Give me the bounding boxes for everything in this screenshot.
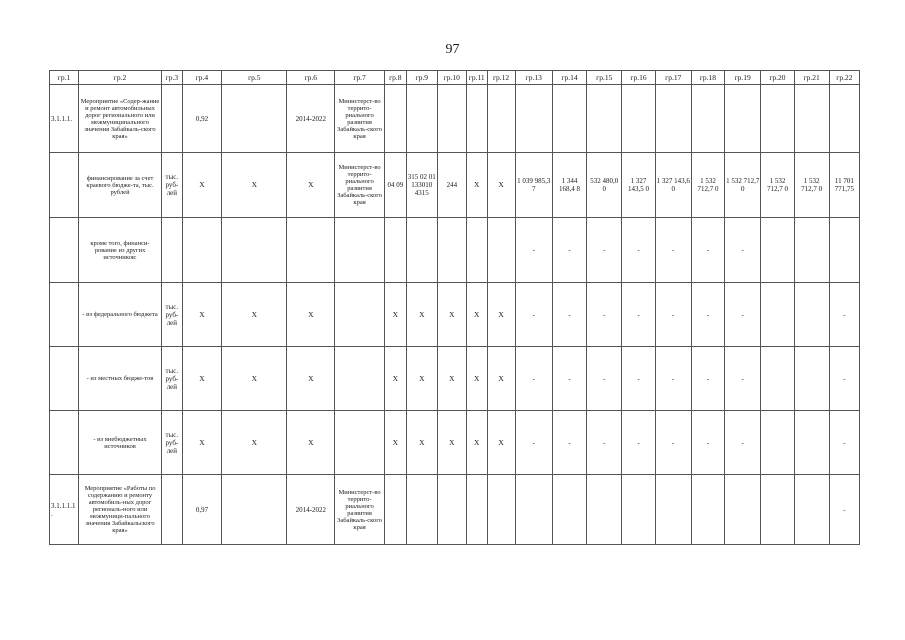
table-cell bbox=[691, 475, 724, 545]
table-cell: - bbox=[725, 218, 761, 283]
table-cell: - bbox=[691, 218, 724, 283]
table-cell: 1 532 712,7 0 bbox=[761, 153, 794, 218]
table-cell: X bbox=[287, 347, 335, 411]
table-cell: - bbox=[829, 283, 859, 347]
table-cell: 315 02 01 133010 4315 bbox=[406, 153, 437, 218]
table-cell: 1 532 712,7 0 bbox=[794, 153, 829, 218]
table-cell bbox=[335, 218, 385, 283]
table-cell bbox=[335, 283, 385, 347]
table-cell bbox=[222, 218, 287, 283]
table-cell: 1 532 712,7 0 bbox=[691, 153, 724, 218]
table-cell: Мероприятие «Работы по содержанию и ремонту автомобиль-ных дорог региональ-ного или межмуници-пального значения Забайкальского края» bbox=[79, 475, 162, 545]
table-cell bbox=[761, 475, 794, 545]
table-cell: 2014-2022 bbox=[287, 475, 335, 545]
table-cell bbox=[50, 218, 79, 283]
table-cell: - из федерального бюджета bbox=[79, 283, 162, 347]
table-cell: Министерст-во террито-риального развития Забайкаль-ского края bbox=[335, 475, 385, 545]
column-header: гр.22 bbox=[829, 71, 859, 85]
table-cell: 532 480,0 0 bbox=[587, 153, 622, 218]
table-cell: X bbox=[466, 283, 487, 347]
table-cell bbox=[794, 411, 829, 475]
table-cell: - bbox=[829, 347, 859, 411]
table-cell: X bbox=[406, 283, 437, 347]
column-header: гр.12 bbox=[487, 71, 515, 85]
table-cell: X bbox=[487, 153, 515, 218]
table-cell bbox=[162, 218, 183, 283]
table-cell: Мероприятие «Содер-жание и ремонт автомобильных дорог регионального или межмуниципального значения Забайкаль-ского края» bbox=[79, 85, 162, 153]
table-cell: тыс. руб-лей bbox=[162, 153, 183, 218]
table-cell: 244 bbox=[437, 153, 466, 218]
table-cell: тыс. руб-лей bbox=[162, 347, 183, 411]
table-cell bbox=[162, 85, 183, 153]
table-cell bbox=[794, 218, 829, 283]
table-cell: 2014-2022 bbox=[287, 85, 335, 153]
table-cell: 04 09 bbox=[384, 153, 406, 218]
column-header: гр.10 bbox=[437, 71, 466, 85]
table-cell: X bbox=[287, 411, 335, 475]
table-cell: X bbox=[182, 347, 221, 411]
header-row bbox=[50, 71, 860, 85]
column-header: гр.5 bbox=[222, 71, 287, 85]
column-header: гр.20 bbox=[761, 71, 794, 85]
table-cell: X bbox=[287, 283, 335, 347]
table-cell bbox=[622, 85, 655, 153]
table-cell: - bbox=[622, 218, 655, 283]
table-cell: - из внебюджетных источников bbox=[79, 411, 162, 475]
table-cell bbox=[761, 411, 794, 475]
table-cell: - bbox=[725, 411, 761, 475]
table-cell bbox=[587, 475, 622, 545]
table-row bbox=[50, 283, 860, 347]
table-cell bbox=[287, 218, 335, 283]
table-cell: тыс. руб-лей bbox=[162, 411, 183, 475]
table-cell: 0,97 bbox=[182, 475, 221, 545]
table-cell: - bbox=[587, 347, 622, 411]
column-header: гр.19 bbox=[725, 71, 761, 85]
table-cell: 3.1.1.1. bbox=[50, 85, 79, 153]
column-header: гр.2 bbox=[79, 71, 162, 85]
table-cell: Министерст-во террито-риального развития Забайкаль-ского края bbox=[335, 85, 385, 153]
table-cell: X bbox=[487, 283, 515, 347]
table-cell: X bbox=[384, 283, 406, 347]
table-cell: 1 039 985,3 7 bbox=[515, 153, 552, 218]
table-cell: 11 701 771,75 bbox=[829, 153, 859, 218]
table-cell: кроме того, финанси-рование из других источников: bbox=[79, 218, 162, 283]
table-cell: - bbox=[587, 218, 622, 283]
table-cell: X bbox=[222, 153, 287, 218]
table-cell bbox=[655, 85, 691, 153]
table-cell bbox=[437, 85, 466, 153]
table-cell bbox=[50, 411, 79, 475]
table-cell: - bbox=[829, 411, 859, 475]
table-cell bbox=[515, 475, 552, 545]
table-cell bbox=[406, 85, 437, 153]
table-cell: X bbox=[287, 153, 335, 218]
table-cell: X bbox=[406, 411, 437, 475]
table-cell: - bbox=[829, 475, 859, 545]
column-header: гр.9 bbox=[406, 71, 437, 85]
table-cell: X bbox=[182, 283, 221, 347]
table-cell: X bbox=[487, 347, 515, 411]
table-cell bbox=[829, 218, 859, 283]
table-cell: 1 344 168,4 8 bbox=[552, 153, 586, 218]
column-header: гр.21 bbox=[794, 71, 829, 85]
table-row bbox=[50, 475, 860, 545]
table-cell: тыс. руб-лей bbox=[162, 283, 183, 347]
table-cell: - bbox=[552, 411, 586, 475]
table-cell bbox=[162, 475, 183, 545]
column-header: гр.17 bbox=[655, 71, 691, 85]
table-cell: - bbox=[515, 347, 552, 411]
column-header: гр.6 bbox=[287, 71, 335, 85]
table-cell: - bbox=[552, 218, 586, 283]
table-cell: финансирование за счет краевого бюдже-та, тыс. рублей bbox=[79, 153, 162, 218]
table-row bbox=[50, 85, 860, 153]
table-cell bbox=[222, 475, 287, 545]
table-cell bbox=[384, 218, 406, 283]
table-cell: - bbox=[622, 283, 655, 347]
table-cell: 3.1.1.1.1. bbox=[50, 475, 79, 545]
table-cell: X bbox=[437, 283, 466, 347]
table-cell bbox=[437, 218, 466, 283]
table-cell: X bbox=[182, 411, 221, 475]
column-header: гр.4 bbox=[182, 71, 221, 85]
table-cell: X bbox=[437, 347, 466, 411]
table-cell: 1 327 143,6 0 bbox=[655, 153, 691, 218]
table-cell bbox=[552, 85, 586, 153]
table-cell: X bbox=[222, 283, 287, 347]
table-cell: 1 532 712,7 0 bbox=[725, 153, 761, 218]
table-cell bbox=[466, 475, 487, 545]
table-cell: 1 327 143,5 0 bbox=[622, 153, 655, 218]
table-row bbox=[50, 347, 860, 411]
column-header: гр.7 bbox=[335, 71, 385, 85]
table-cell: - bbox=[725, 347, 761, 411]
column-header: гр.15 bbox=[587, 71, 622, 85]
table-cell bbox=[384, 475, 406, 545]
table-cell bbox=[691, 85, 724, 153]
table-cell: - bbox=[552, 347, 586, 411]
table-cell bbox=[515, 85, 552, 153]
table-cell bbox=[222, 85, 287, 153]
table-cell bbox=[487, 475, 515, 545]
table-cell bbox=[552, 475, 586, 545]
table-cell: X bbox=[466, 153, 487, 218]
table-cell: Министерст-во террито-риального развития Забайкаль-ского края bbox=[335, 153, 385, 218]
column-header: гр.11 bbox=[466, 71, 487, 85]
table-cell bbox=[794, 85, 829, 153]
table-cell bbox=[487, 218, 515, 283]
table-cell: - bbox=[515, 218, 552, 283]
table-cell bbox=[406, 475, 437, 545]
table-cell bbox=[761, 283, 794, 347]
column-header: гр.13 bbox=[515, 71, 552, 85]
table-cell: - bbox=[691, 411, 724, 475]
table-cell: - bbox=[691, 347, 724, 411]
table-cell: - bbox=[655, 411, 691, 475]
table-row bbox=[50, 411, 860, 475]
table-cell bbox=[50, 153, 79, 218]
table-cell: X bbox=[466, 347, 487, 411]
table-cell bbox=[487, 85, 515, 153]
table-cell: - bbox=[587, 283, 622, 347]
table-cell: - bbox=[515, 283, 552, 347]
table-cell: X bbox=[384, 347, 406, 411]
table-cell bbox=[622, 475, 655, 545]
table-cell: - bbox=[725, 283, 761, 347]
table-cell: X bbox=[466, 411, 487, 475]
table-cell: - bbox=[515, 411, 552, 475]
table-cell bbox=[182, 218, 221, 283]
table-cell bbox=[406, 218, 437, 283]
column-header: гр.8 bbox=[384, 71, 406, 85]
table-cell bbox=[794, 283, 829, 347]
table-cell bbox=[761, 85, 794, 153]
table-cell: X bbox=[222, 347, 287, 411]
table-cell bbox=[50, 283, 79, 347]
table-cell: - из местных бюдже-тов bbox=[79, 347, 162, 411]
table-cell bbox=[725, 85, 761, 153]
table-cell bbox=[829, 85, 859, 153]
table-cell bbox=[50, 347, 79, 411]
page-number: 97 bbox=[445, 42, 460, 57]
table-cell: X bbox=[222, 411, 287, 475]
column-header: гр.3 bbox=[162, 71, 183, 85]
table-cell bbox=[335, 347, 385, 411]
table-row bbox=[50, 153, 860, 218]
table-cell: X bbox=[182, 153, 221, 218]
table-cell bbox=[761, 347, 794, 411]
table-cell: - bbox=[552, 283, 586, 347]
column-header: гр.1 bbox=[50, 71, 79, 85]
column-header: гр.18 bbox=[691, 71, 724, 85]
table-cell bbox=[335, 411, 385, 475]
table-row bbox=[50, 218, 860, 283]
table-cell bbox=[587, 85, 622, 153]
table-cell bbox=[725, 475, 761, 545]
table-cell: X bbox=[384, 411, 406, 475]
table-cell: X bbox=[406, 347, 437, 411]
table-cell bbox=[794, 475, 829, 545]
table-cell bbox=[761, 218, 794, 283]
table-cell bbox=[655, 475, 691, 545]
table-cell: - bbox=[655, 283, 691, 347]
table-cell: X bbox=[487, 411, 515, 475]
table-cell: - bbox=[622, 411, 655, 475]
table-cell bbox=[437, 475, 466, 545]
column-header: гр.14 bbox=[552, 71, 586, 85]
table-cell bbox=[466, 85, 487, 153]
table-cell: - bbox=[587, 411, 622, 475]
table-cell: - bbox=[622, 347, 655, 411]
table-cell: - bbox=[691, 283, 724, 347]
table-cell: - bbox=[655, 218, 691, 283]
column-header: гр.16 bbox=[622, 71, 655, 85]
program-table bbox=[49, 70, 860, 545]
table-cell: X bbox=[437, 411, 466, 475]
table-cell: 0,92 bbox=[182, 85, 221, 153]
table-cell: - bbox=[655, 347, 691, 411]
table-cell bbox=[384, 85, 406, 153]
table-cell bbox=[466, 218, 487, 283]
table-cell bbox=[794, 347, 829, 411]
